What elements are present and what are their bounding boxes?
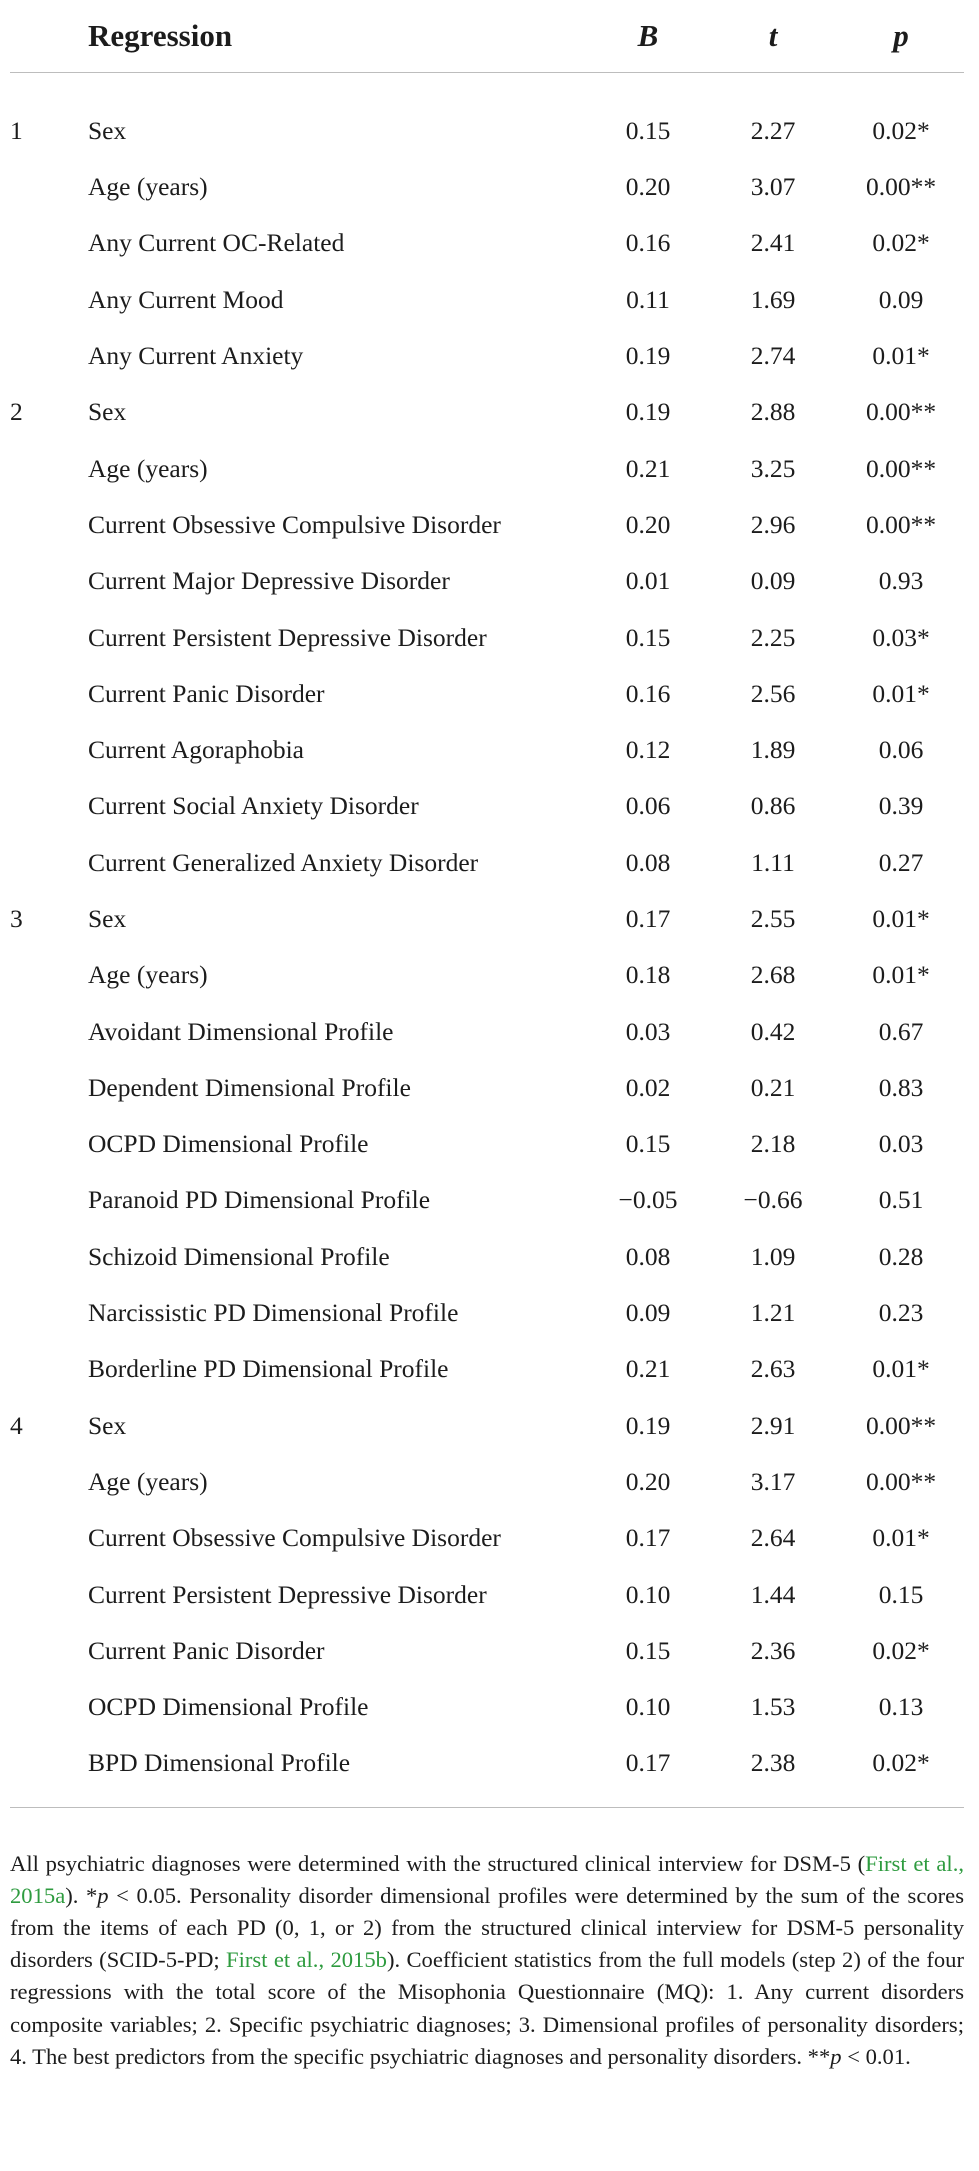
t-value: 2.41 (750, 228, 796, 258)
t-value: 2.68 (750, 960, 796, 990)
table-row (10, 384, 964, 440)
predictor-name: OCPD Dimensional Profile (88, 1129, 369, 1159)
p-value: 0.02* (872, 1635, 930, 1665)
footnote-text-5: < 0.01. (841, 2043, 911, 2069)
predictor-name: Any Current OC-Related (88, 228, 345, 258)
t-value: 2.64 (750, 1523, 796, 1553)
predictor-name: Sex (88, 1410, 127, 1440)
regression-number (10, 1341, 88, 1397)
regression-number (10, 722, 88, 778)
p-value: 0.03* (872, 622, 930, 652)
table-row (10, 272, 964, 328)
regression-number: 1 (10, 116, 23, 145)
predictor-name: Current Panic Disorder (88, 1635, 325, 1665)
t-value: 3.17 (750, 1466, 796, 1496)
regression-number (10, 778, 88, 834)
regression-number (10, 1623, 88, 1679)
b-value: 0.15 (625, 622, 671, 652)
table-row (10, 1566, 964, 1622)
p-value: 0.28 (878, 1241, 924, 1271)
predictor-name: Current Panic Disorder (88, 678, 325, 708)
b-value: 0.20 (625, 509, 671, 539)
predictor-name: Current Persistent Depressive Disorder (88, 1579, 487, 1609)
table-row (10, 1116, 964, 1172)
t-value: 2.36 (750, 1635, 796, 1665)
predictor-name: Avoidant Dimensional Profile (88, 1016, 394, 1046)
regression-number (10, 1454, 88, 1510)
b-value: 0.15 (625, 116, 671, 145)
table-row (10, 891, 964, 947)
header-b: B (588, 0, 708, 73)
table-row (10, 1679, 964, 1735)
p-value: 0.01* (872, 904, 930, 933)
table-body (10, 73, 964, 1808)
t-value: 0.09 (750, 566, 796, 596)
t-value: 2.18 (750, 1129, 796, 1159)
t-value: 1.09 (750, 1241, 796, 1271)
table-row (10, 1510, 964, 1566)
regression-number (10, 215, 88, 271)
footnote-p-symbol-2: p (830, 2043, 842, 2069)
table-row (10, 1735, 964, 1807)
b-value: 0.08 (625, 847, 671, 877)
predictor-name: Paranoid PD Dimensional Profile (88, 1185, 431, 1215)
b-value: −0.05 (618, 1185, 678, 1215)
b-value: 0.10 (625, 1692, 671, 1722)
p-value: 0.00** (865, 1410, 937, 1440)
b-value: 0.16 (625, 228, 671, 258)
p-value: 0.00** (865, 1466, 937, 1496)
p-value: 0.03 (878, 1129, 924, 1159)
t-value: 1.11 (751, 847, 795, 877)
footnote-p-symbol-1: p (97, 1882, 109, 1908)
regression-number: 3 (10, 904, 23, 933)
predictor-name: Current Generalized Anxiety Disorder (88, 847, 479, 877)
citation-first-2015b[interactable]: First et al., 2015b (226, 1947, 387, 1973)
t-value: 2.91 (750, 1410, 796, 1440)
p-value: 0.67 (878, 1016, 924, 1046)
b-value: 0.15 (625, 1635, 671, 1665)
predictor-name: Current Social Anxiety Disorder (88, 791, 419, 821)
p-value: 0.23 (878, 1298, 924, 1328)
p-value: 0.09 (878, 284, 924, 314)
predictor-name: Current Persistent Depressive Disorder (88, 622, 487, 652)
regression-number (10, 497, 88, 553)
regression-number (10, 440, 88, 496)
p-value: 0.01* (872, 1354, 930, 1384)
predictor-name: Sex (88, 116, 127, 145)
regression-number (10, 159, 88, 215)
header-row (10, 0, 964, 73)
regression-number (10, 272, 88, 328)
b-value: 0.16 (625, 678, 671, 708)
predictor-name: Schizoid Dimensional Profile (88, 1241, 390, 1271)
footnote-text-3: < 0.05. Personality disorder dimensional profiles were determined by the sum of the scores from the items of each PD (0, 1, or 2) from the structured clinical interview for DSM-5 personality disorders (SCID-5-PD; (10, 1882, 964, 1973)
p-value: 0.83 (878, 1072, 924, 1102)
table-row (10, 1172, 964, 1228)
table-row (10, 1060, 964, 1116)
regression-number (10, 1510, 88, 1566)
predictor-name: Sex (88, 904, 127, 933)
header-regression-number (10, 0, 88, 73)
p-value: 0.02* (872, 1748, 930, 1778)
t-value: 0.42 (750, 1016, 796, 1046)
b-value: 0.09 (625, 1298, 671, 1328)
t-value: 1.69 (750, 284, 796, 314)
table-row (10, 440, 964, 496)
predictor-name: Current Obsessive Compulsive Disorder (88, 509, 501, 539)
regression-number: 4 (10, 1410, 23, 1440)
t-value: 0.86 (750, 791, 796, 821)
predictor-name: Dependent Dimensional Profile (88, 1072, 411, 1102)
t-value: 2.55 (750, 904, 796, 933)
p-value: 0.01* (872, 960, 930, 990)
regression-number (10, 1060, 88, 1116)
regression-number (10, 947, 88, 1003)
table-row (10, 1229, 964, 1285)
citation-first-2015a[interactable]: First et al., 2015a (10, 1850, 964, 1908)
header-regression: Regression (88, 0, 588, 73)
b-value: 0.03 (625, 1016, 671, 1046)
predictor-name: Age (years) (88, 960, 208, 990)
p-value: 0.01* (872, 1523, 930, 1553)
table-row (10, 328, 964, 384)
b-value: 0.12 (625, 735, 671, 765)
b-value: 0.21 (625, 1354, 671, 1384)
b-value: 0.19 (625, 397, 671, 427)
b-value: 0.10 (625, 1579, 671, 1609)
table-row (10, 666, 964, 722)
t-value: 2.74 (750, 341, 796, 371)
p-value: 0.01* (872, 341, 930, 371)
p-value: 0.06 (878, 735, 924, 765)
table-row (10, 1398, 964, 1454)
regression-number (10, 553, 88, 609)
b-value: 0.06 (625, 791, 671, 821)
p-value: 0.13 (878, 1692, 924, 1722)
footnote-text-4: ). Coefficient statistics from the full models (step 2) of the four regressions with the total score of the Misophonia Questionnaire (MQ): 1. Any current disorders composite variables; 2. Specific psychiatric diagnoses; 3. Dimensional profiles of personality disorders; 4. The best predictors from the specific psychiatric diagnoses and personality disorders. ** (10, 1947, 964, 2069)
predictor-name: Current Agoraphobia (88, 735, 304, 765)
regression-table-container (10, 0, 964, 1808)
regression-table (10, 0, 964, 1808)
t-value: 0.21 (750, 1072, 796, 1102)
table-row (10, 1454, 964, 1510)
regression-number (10, 1116, 88, 1172)
b-value: 0.02 (625, 1072, 671, 1102)
table-row (10, 1285, 964, 1341)
predictor-name: Sex (88, 397, 127, 427)
table-row (10, 947, 964, 1003)
predictor-name: Age (years) (88, 453, 208, 483)
table-row (10, 215, 964, 271)
b-value: 0.19 (625, 341, 671, 371)
regression-number (10, 1735, 88, 1807)
regression-number: 2 (10, 397, 23, 427)
p-value: 0.01* (872, 678, 930, 708)
t-value: 3.07 (750, 172, 796, 202)
regression-number (10, 609, 88, 665)
header-p: p (838, 0, 964, 73)
t-value: 1.44 (750, 1579, 796, 1609)
regression-number (10, 328, 88, 384)
predictor-name: Age (years) (88, 172, 208, 202)
t-value: −0.66 (743, 1185, 803, 1215)
b-value: 0.20 (625, 172, 671, 202)
t-value: 1.53 (750, 1692, 796, 1722)
predictor-name: BPD Dimensional Profile (88, 1748, 351, 1778)
table-row (10, 1003, 964, 1059)
predictor-name: OCPD Dimensional Profile (88, 1692, 369, 1722)
p-value: 0.00** (865, 509, 937, 539)
table-row (10, 553, 964, 609)
table-footnote (10, 1848, 964, 2073)
b-value: 0.17 (625, 1523, 671, 1553)
t-value: 2.56 (750, 678, 796, 708)
table-row (10, 609, 964, 665)
t-value: 2.96 (750, 509, 796, 539)
table-row (10, 835, 964, 891)
footnote-text-2: ). * (65, 1882, 98, 1908)
predictor-name: Current Major Depressive Disorder (88, 566, 450, 596)
p-value: 0.00** (865, 453, 937, 483)
table-row (10, 1341, 964, 1397)
b-value: 0.19 (625, 1410, 671, 1440)
predictor-name: Any Current Anxiety (88, 341, 304, 371)
t-value: 1.21 (750, 1298, 796, 1328)
table-row (10, 73, 964, 160)
p-value: 0.02* (872, 116, 930, 145)
regression-number (10, 1003, 88, 1059)
b-value: 0.20 (625, 1466, 671, 1496)
p-value: 0.93 (878, 566, 924, 596)
regression-number (10, 1172, 88, 1228)
regression-number (10, 666, 88, 722)
regression-number (10, 1679, 88, 1735)
p-value: 0.39 (878, 791, 924, 821)
t-value: 1.89 (750, 735, 796, 765)
t-value: 2.63 (750, 1354, 796, 1384)
table-row (10, 722, 964, 778)
b-value: 0.11 (626, 284, 670, 314)
b-value: 0.17 (625, 904, 671, 933)
table-row (10, 1623, 964, 1679)
t-value: 2.27 (750, 116, 796, 145)
p-value: 0.02* (872, 228, 930, 258)
predictor-name: Age (years) (88, 1466, 208, 1496)
b-value: 0.01 (625, 566, 671, 596)
t-value: 2.88 (750, 397, 796, 427)
table-row (10, 497, 964, 553)
table-bottom-rule (10, 1807, 964, 1808)
regression-number (10, 1285, 88, 1341)
p-value: 0.00** (865, 397, 937, 427)
t-value: 2.38 (750, 1748, 796, 1778)
p-value: 0.15 (878, 1579, 924, 1609)
regression-number (10, 1566, 88, 1622)
p-value: 0.00** (865, 172, 937, 202)
b-value: 0.08 (625, 1241, 671, 1271)
table-row (10, 778, 964, 834)
footnote-text-1: All psychiatric diagnoses were determined with the structured clinical interview for DSM-5 ( (10, 1850, 866, 1876)
table-row (10, 159, 964, 215)
regression-number (10, 835, 88, 891)
predictor-name: Narcissistic PD Dimensional Profile (88, 1298, 459, 1328)
predictor-name: Borderline PD Dimensional Profile (88, 1354, 449, 1384)
b-value: 0.21 (625, 453, 671, 483)
b-value: 0.17 (625, 1748, 671, 1778)
p-value: 0.27 (878, 847, 924, 877)
t-value: 3.25 (750, 453, 796, 483)
regression-number (10, 1229, 88, 1285)
table-header (10, 0, 964, 73)
p-value: 0.51 (878, 1185, 924, 1215)
header-t: t (708, 0, 838, 73)
b-value: 0.15 (625, 1129, 671, 1159)
t-value: 2.25 (750, 622, 796, 652)
predictor-name: Current Obsessive Compulsive Disorder (88, 1523, 501, 1553)
b-value: 0.18 (625, 960, 671, 990)
predictor-name: Any Current Mood (88, 284, 284, 314)
